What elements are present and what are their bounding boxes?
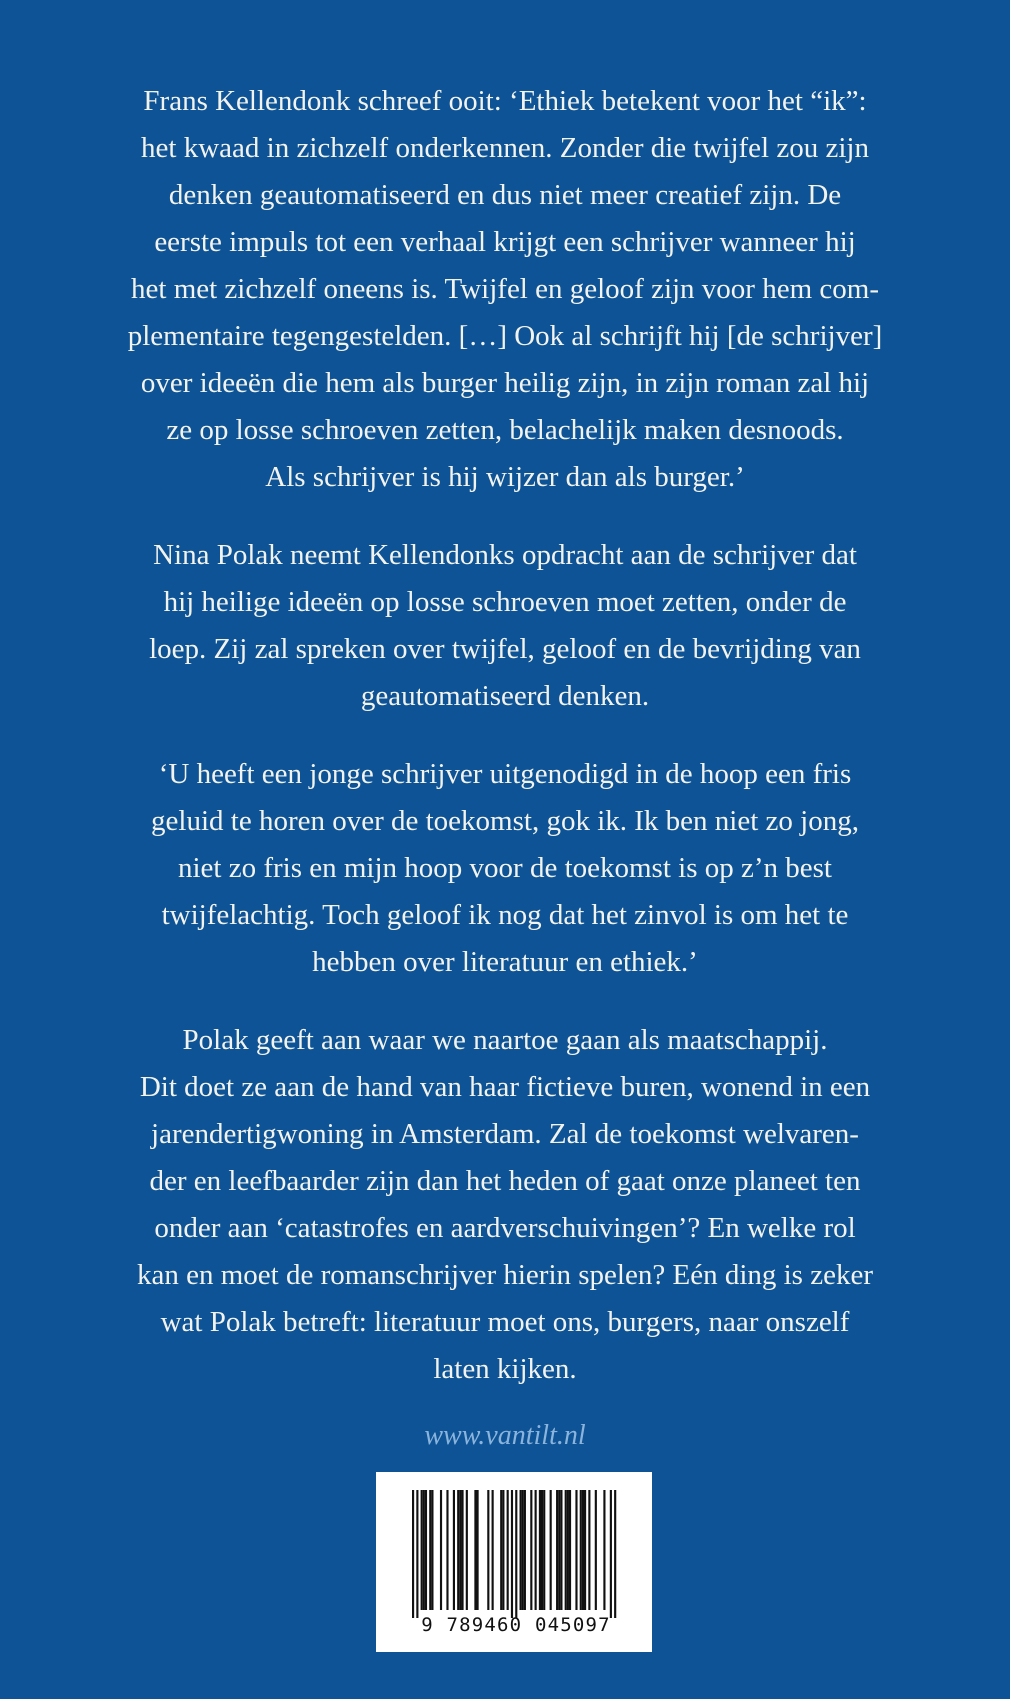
barcode-bar: [446, 1490, 448, 1610]
text-line: jarendertigwoning in Amsterdam. Zal de toekomst welvaren-: [151, 1118, 859, 1150]
barcode-bar: [550, 1490, 552, 1610]
text-line: loep. Zij zal spreken over twijfel, geloof en de bevrijding van: [149, 633, 861, 665]
text-line: denken geautomatiseerd en dus niet meer creatief zijn. De: [168, 179, 842, 211]
barcode-bar: [588, 1490, 590, 1610]
text-line: Frans Kellendonk schreef ooit: ‘Ethiek betekent voor het “ik”:: [143, 85, 867, 117]
text-line: geluid te horen over de toekomst, gok ik. Ik ben niet zo jong,: [151, 805, 859, 837]
barcode-bar: [429, 1490, 431, 1610]
text-line: eerste impuls tot een verhaal krijgt een schrijver wanneer hij: [154, 226, 856, 258]
text-line: het met zichzelf oneens is. Twijfel en geloof zijn voor hem com-: [131, 273, 879, 305]
barcode-bar: [440, 1490, 442, 1610]
text-line: ze op losse schroeven zetten, belachelijk maken desnoods.: [166, 414, 844, 446]
barcode-bar: [421, 1490, 423, 1610]
text-line: plementaire tegengestelden. […] Ook al schrijft hij [de schrijver]: [127, 320, 883, 352]
barcode-bar: [530, 1490, 532, 1610]
publisher-website-link[interactable]: www.vantilt.nl: [424, 1420, 586, 1451]
barcode-bar: [500, 1490, 502, 1610]
barcode-bar: [477, 1490, 479, 1610]
barcode-bar: [565, 1490, 567, 1610]
text-line: geautomatiseerd denken.: [360, 680, 650, 712]
text-line: Polak geeft aan waar we naartoe gaan als maatschappij.: [182, 1024, 828, 1056]
text-line: niet zo fris en mijn hoop voor de toekomst is op z’n best: [177, 852, 832, 884]
barcode-bar: [595, 1490, 597, 1610]
barcode-bar: [423, 1490, 425, 1610]
barcode-bar: [567, 1490, 569, 1610]
barcode-bar: [507, 1490, 509, 1610]
isbn-barcode: [376, 1472, 652, 1652]
barcode-bar: [524, 1490, 526, 1610]
barcode-bar: [610, 1490, 612, 1618]
barcode-bar: [535, 1490, 537, 1610]
barcode-bar: [515, 1490, 517, 1618]
paragraph-4: [90, 1017, 920, 1393]
text-line: hij heilige ideeën op losse schroeven moet zetten, onder de: [163, 586, 847, 618]
text-line: ‘U heeft een jonge schrijver uitgenodigd in de hoop een fris: [158, 758, 852, 790]
barcode-bar: [431, 1490, 433, 1610]
text-line: wat Polak betreft: literatuur moet ons, burgers, naar onszelf: [160, 1306, 850, 1338]
text-line: kan en moet de romanschrijver hierin spelen? Eén ding is zeker: [136, 1259, 873, 1291]
blurb-text: [90, 78, 920, 1424]
text-line: onder aan ‘catastrofes en aardverschuivingen’? En welke rol: [154, 1212, 856, 1244]
barcode-bar: [412, 1490, 414, 1618]
barcode-bar: [461, 1490, 463, 1610]
text-line: over ideeën die hem als burger heilig zijn, in zijn roman zal hij: [140, 367, 870, 399]
barcode-bar: [416, 1490, 418, 1618]
barcode-bar: [560, 1490, 562, 1610]
barcode-bar: [425, 1490, 427, 1610]
text-line: Nina Polak neemt Kellendonks opdracht aan de schrijver dat: [153, 539, 857, 571]
barcode-bar: [584, 1490, 586, 1610]
paragraph-1: [90, 78, 920, 501]
barcode-bar: [569, 1490, 571, 1610]
text-line: het kwaad in zichzelf onderkennen. Zonder die twijfel zou zijn: [141, 132, 869, 164]
barcode-bar: [575, 1490, 577, 1610]
barcode-bar: [558, 1490, 560, 1610]
barcode-bar: [520, 1490, 522, 1610]
paragraph-3: [90, 751, 920, 986]
barcode-bar: [522, 1490, 524, 1610]
text-line: laten kijken.: [433, 1353, 577, 1385]
barcode-bar: [487, 1490, 489, 1610]
barcode-bar: [543, 1490, 545, 1610]
barcode-bar: [492, 1490, 494, 1610]
isbn-number: 9 789460 045097: [421, 1614, 611, 1636]
barcode-bar: [457, 1490, 459, 1610]
barcode-bar: [474, 1490, 476, 1610]
barcode-bar: [511, 1490, 513, 1618]
barcode-bar: [582, 1490, 584, 1610]
barcode-bar: [502, 1490, 504, 1610]
paragraph-2: [90, 532, 920, 720]
barcode-bar: [459, 1490, 461, 1610]
text-line: hebben over literatuur en ethiek.’: [312, 946, 698, 978]
barcode-bar: [453, 1490, 455, 1610]
barcode-bar: [603, 1490, 605, 1610]
barcode-bar: [614, 1490, 616, 1618]
barcode-bar: [541, 1490, 543, 1610]
text-line: der en leefbaarder zijn dan het heden of gaat onze planeet ten: [149, 1165, 861, 1197]
text-line: twijfelachtig. Toch geloof ik nog dat het zinvol is om het te: [161, 899, 849, 931]
barcode-bar: [539, 1490, 541, 1610]
barcode-bar: [466, 1490, 468, 1610]
text-line: Als schrijver is hij wijzer dan als burger.’: [265, 461, 745, 493]
barcode-bar: [580, 1490, 582, 1610]
text-line: Dit doet ze aan de hand van haar fictieve buren, wonend in een: [139, 1071, 871, 1103]
barcode-bar: [556, 1490, 558, 1610]
